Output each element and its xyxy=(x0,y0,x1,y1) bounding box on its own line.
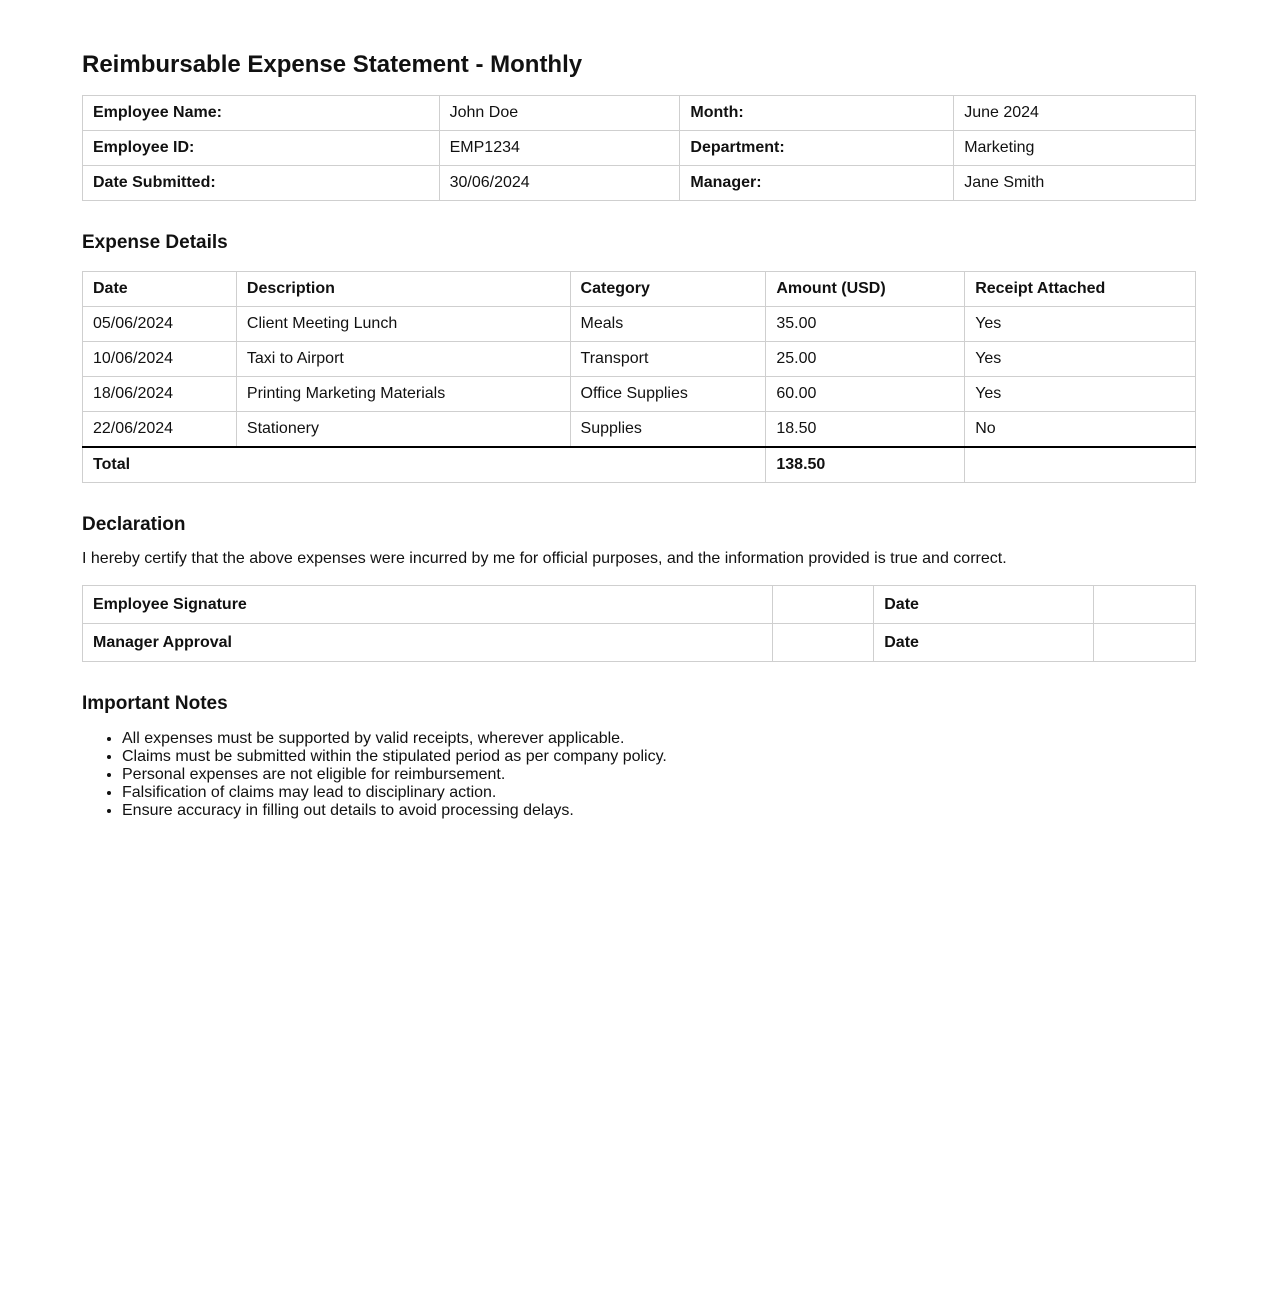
column-header-amount: Amount (USD) xyxy=(766,272,965,307)
column-header-date: Date xyxy=(83,272,237,307)
info-row xyxy=(83,96,1196,131)
date-submitted-label: Date Submitted: xyxy=(83,166,440,201)
expense-receipt: Yes xyxy=(965,377,1196,412)
expense-description: Printing Marketing Materials xyxy=(236,377,570,412)
expense-amount: 60.00 xyxy=(766,377,965,412)
expense-details-heading: Expense Details xyxy=(82,232,228,253)
expense-receipt: No xyxy=(965,412,1196,448)
expense-description: Stationery xyxy=(236,412,570,448)
month-label: Month: xyxy=(680,96,954,131)
expense-category: Transport xyxy=(570,342,766,377)
expense-date: 10/06/2024 xyxy=(83,342,237,377)
employee-id-value: EMP1234 xyxy=(439,131,680,166)
expense-table xyxy=(82,271,1196,483)
manager-approval-field[interactable] xyxy=(773,624,874,662)
expense-category: Supplies xyxy=(570,412,766,448)
signature-row xyxy=(83,586,1196,624)
total-label: Total xyxy=(83,447,766,483)
employee-signature-label: Employee Signature xyxy=(83,586,773,624)
declaration-text: I hereby certify that the above expenses were incurred by me for official purposes, and the information provided is true and correct. xyxy=(82,550,1007,567)
department-label: Department: xyxy=(680,131,954,166)
manager-date-label: Date xyxy=(874,624,1094,662)
list-item: • Personal expenses are not eligible for reimbursement. xyxy=(122,766,1196,784)
date-submitted-value: 30/06/2024 xyxy=(439,166,680,201)
employee-name-label: Employee Name: xyxy=(83,96,440,131)
employee-name-value: John Doe xyxy=(439,96,680,131)
signature-row xyxy=(83,624,1196,662)
list-item: • All expenses must be supported by valid receipts, wherever applicable. xyxy=(122,730,1196,748)
info-row xyxy=(83,131,1196,166)
employee-id-label: Employee ID: xyxy=(83,131,440,166)
department-value: Marketing xyxy=(954,131,1196,166)
manager-label: Manager: xyxy=(680,166,954,201)
total-value: 138.50 xyxy=(766,447,965,483)
column-header-receipt: Receipt Attached xyxy=(965,272,1196,307)
manager-date-field[interactable] xyxy=(1094,624,1196,662)
total-empty-cell xyxy=(965,447,1196,483)
month-value: June 2024 xyxy=(954,96,1196,131)
signature-table xyxy=(82,585,1196,662)
expense-receipt: Yes xyxy=(965,307,1196,342)
list-item: • Claims must be submitted within the stipulated period as per company policy. xyxy=(122,748,1196,766)
notes-list xyxy=(82,730,1196,820)
expense-header-row xyxy=(83,272,1196,307)
table-row xyxy=(83,412,1196,448)
table-row xyxy=(83,342,1196,377)
employee-date-label: Date xyxy=(874,586,1094,624)
expense-date: 22/06/2024 xyxy=(83,412,237,448)
expense-amount: 25.00 xyxy=(766,342,965,377)
employee-info-table xyxy=(82,95,1196,201)
manager-approval-label: Manager Approval xyxy=(83,624,773,662)
expense-category: Meals xyxy=(570,307,766,342)
employee-signature-field[interactable] xyxy=(773,586,874,624)
declaration-heading: Declaration xyxy=(82,514,186,535)
expense-amount: 35.00 xyxy=(766,307,965,342)
list-item: • Ensure accuracy in filling out details to avoid processing delays. xyxy=(122,802,1196,820)
table-row xyxy=(83,307,1196,342)
expense-date: 18/06/2024 xyxy=(83,377,237,412)
total-row xyxy=(83,447,1196,483)
expense-category: Office Supplies xyxy=(570,377,766,412)
employee-date-field[interactable] xyxy=(1094,586,1196,624)
list-item: • Falsification of claims may lead to disciplinary action. xyxy=(122,784,1196,802)
table-row xyxy=(83,377,1196,412)
expense-date: 05/06/2024 xyxy=(83,307,237,342)
expense-receipt: Yes xyxy=(965,342,1196,377)
expense-amount: 18.50 xyxy=(766,412,965,448)
expense-description: Taxi to Airport xyxy=(236,342,570,377)
expense-description: Client Meeting Lunch xyxy=(236,307,570,342)
manager-value: Jane Smith xyxy=(954,166,1196,201)
column-header-description: Description xyxy=(236,272,570,307)
column-header-category: Category xyxy=(570,272,766,307)
page-title: Reimbursable Expense Statement - Monthly xyxy=(82,51,583,78)
info-row xyxy=(83,166,1196,201)
important-notes-heading: Important Notes xyxy=(82,693,228,714)
